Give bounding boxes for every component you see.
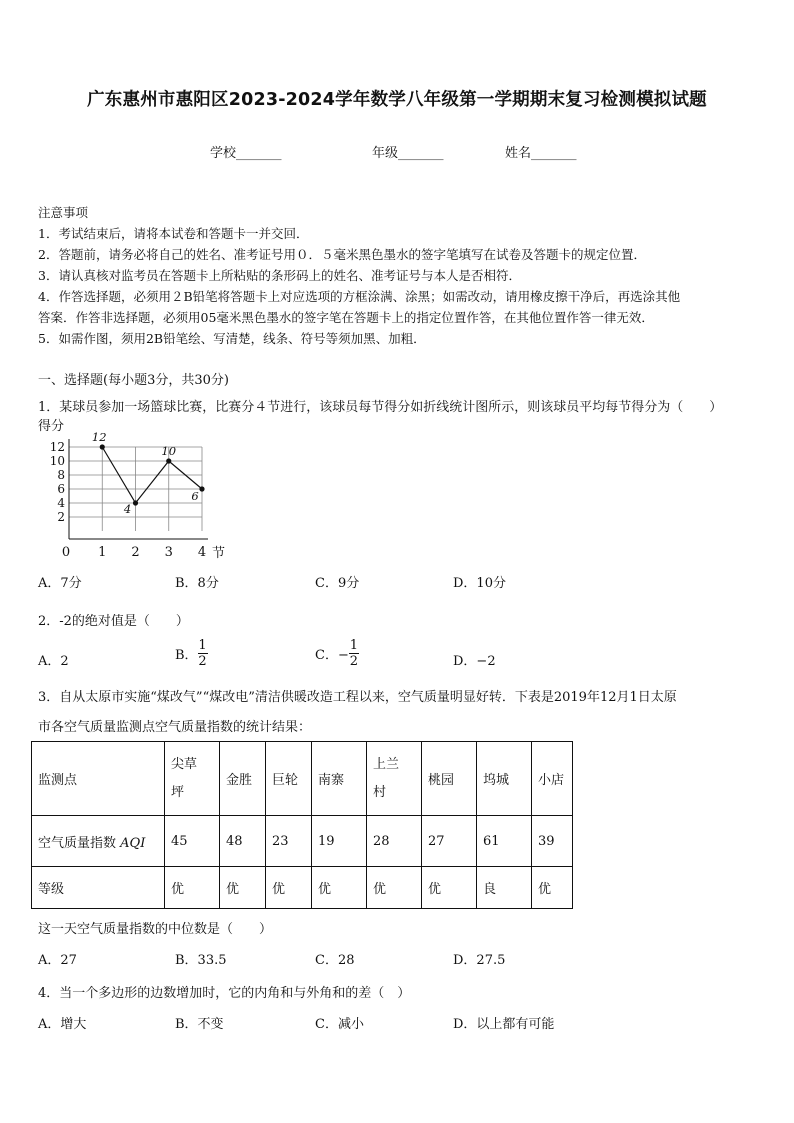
table-cell: 优 (312, 867, 367, 909)
q2-option-b[interactable] (175, 638, 208, 669)
q2-option-a[interactable]: A．2 (38, 654, 69, 669)
data-label: 10 (161, 444, 177, 458)
question-3-stem-line2: 市各空气质量监测点空气质量指数的统计结果： (38, 720, 312, 735)
table-cell: 优 (266, 867, 312, 909)
table-header-cell: 桃园 (422, 742, 477, 816)
table-cell: 45 (165, 816, 220, 867)
fraction-numerator: 1 (198, 638, 207, 653)
question-3-question: 这一天空气质量指数的中位数是（ ） (38, 922, 273, 937)
table-header-cell: 巨轮 (266, 742, 312, 816)
x-tick-label: 2 (131, 545, 140, 560)
table-cell: 28 (367, 816, 422, 867)
table-cell: 23 (266, 816, 312, 867)
data-point (133, 500, 138, 505)
table-cell: 19 (312, 816, 367, 867)
school-field[interactable]: 学校_______ (210, 146, 282, 161)
question-1-stem: 1．某球员参加一场篮球比赛，比赛分４节进行，该球员每节得分如折线统计图所示，则该球员平均每节得分为（ ） (38, 400, 723, 415)
notice-item: 3．请认真核对监考员在答题卡上所粘贴的条形码上的姓名、准考证号与本人是否相符． (38, 268, 521, 283)
table-header-cell: 小店 (532, 742, 573, 816)
q4-option-b[interactable]: B．不变 (175, 1017, 224, 1032)
table-cell: 39 (532, 816, 573, 867)
notice-item: 答案．作答非选择题，必须用05毫米黑色墨水的签字笔在答题卡上的指定位置作答，在其他位置作答一律无效． (38, 310, 654, 325)
table-cell: 优 (532, 867, 573, 909)
section-heading: 一、选择题(每小题3分，共30分) (38, 373, 229, 388)
table-header-cell: 金胜 (220, 742, 266, 816)
q4-option-d[interactable]: D．以上都有可能 (453, 1017, 555, 1032)
question-3-stem-line1: 3．自从太原市实施“煤改气”“煤改电”清洁供暖改造工程以来，空气质量明显好转．下表是2019年12月1日太原 (38, 690, 677, 705)
table-row (32, 816, 573, 867)
y-tick-label: 10 (49, 454, 65, 468)
table-cell: 良 (477, 867, 532, 909)
y-tick-label: 12 (49, 440, 65, 454)
table-row (32, 867, 573, 909)
data-label: 6 (191, 489, 199, 503)
q2-option-c[interactable] (315, 638, 359, 669)
y-axis-label: 得分 (38, 419, 65, 434)
table-cell: 优 (422, 867, 477, 909)
table-header-cell: 尖草 坪 (165, 742, 220, 816)
fraction-denominator: 2 (198, 654, 207, 669)
aqi-label: 空气质量指数 (38, 835, 117, 851)
notice-item: 1．考试结束后，请将本试卷和答题卡一并交回． (38, 226, 309, 241)
table-header-cell: 上兰 村 (367, 742, 422, 816)
x-tick-label: 0 (61, 545, 71, 560)
fraction (198, 638, 208, 669)
notice-item: 5．如需作图，须用2B铅笔绘、写清楚，线条、符号等须加黑、加粗． (38, 331, 426, 346)
aqi-table (31, 741, 573, 909)
notice-item: 2．答题前，请务必将自己的姓名、准考证号用０．５毫米黑色墨水的签字笔填写在试卷及答题卡的规定位置． (38, 247, 646, 262)
q2-option-c-prefix: C．− (315, 648, 349, 663)
table-header-cell: 南寨 (312, 742, 367, 816)
x-tick-label: 3 (164, 545, 173, 560)
data-label: 4 (123, 502, 132, 516)
q3-option-b[interactable]: B．33.5 (175, 953, 227, 968)
name-field[interactable]: 姓名_______ (505, 146, 577, 161)
fraction-numerator: 1 (349, 638, 358, 653)
y-tick-label: 2 (57, 510, 65, 524)
q1-option-c[interactable]: C．9分 (315, 576, 360, 591)
fraction (349, 638, 359, 669)
data-label: 12 (91, 430, 107, 444)
table-cell: 61 (477, 816, 532, 867)
y-tick-label: 8 (57, 468, 65, 482)
y-tick-label: 6 (57, 482, 65, 496)
table-cell: 27 (422, 816, 477, 867)
q3-option-a[interactable]: A．27 (38, 953, 77, 968)
q1-option-b[interactable]: B．8分 (175, 576, 219, 591)
fraction-denominator: 2 (349, 654, 358, 669)
q4-option-a[interactable]: A．增大 (38, 1017, 87, 1032)
notice-item: 4．作答选择题，必须用２B铅笔将答题卡上对应选项的方框涂满、涂黑；如需改动，请用橡皮擦干净后，再选涂其他 (38, 289, 681, 304)
x-axis-label: 节 (212, 546, 226, 561)
q1-option-a[interactable]: A．7分 (38, 576, 82, 591)
page-title: 广东惠州市惠阳区2023-2024学年数学八年级第一学期期末复习检测模拟试题 (87, 90, 707, 110)
grade-field[interactable]: 年级_______ (372, 146, 444, 161)
table-row (32, 742, 573, 816)
table-cell: 优 (220, 867, 266, 909)
data-point (199, 486, 204, 491)
data-point (100, 444, 105, 449)
q1-option-d[interactable]: D．10分 (453, 576, 506, 591)
q4-option-c[interactable]: C．减小 (315, 1017, 364, 1032)
table-row-label (32, 816, 165, 867)
q3-option-d[interactable]: D．27.5 (453, 953, 506, 968)
table-cell: 优 (367, 867, 422, 909)
question-2-stem: 2．-2的绝对值是（ ） (38, 614, 189, 629)
data-point (166, 458, 171, 463)
table-row-label: 等级 (32, 867, 165, 909)
question-4-stem: 4．当一个多边形的边数增加时，它的内角和与外角和的差（ ） (38, 986, 411, 1001)
aqi-symbol: AQI (120, 835, 146, 851)
table-cell: 48 (220, 816, 266, 867)
x-tick-label: 1 (98, 545, 107, 560)
q3-option-c[interactable]: C．28 (315, 953, 355, 968)
q2-option-d[interactable]: D．−2 (453, 654, 496, 669)
notice-heading: 注意事项 (38, 205, 89, 220)
x-tick-label: 4 (197, 545, 207, 560)
table-header-cell: 坞城 (477, 742, 532, 816)
score-line-chart (34, 414, 234, 564)
y-tick-label: 4 (57, 496, 65, 510)
table-header-cell: 监测点 (32, 742, 165, 816)
q2-option-b-prefix: B． (175, 648, 198, 663)
table-cell: 优 (165, 867, 220, 909)
